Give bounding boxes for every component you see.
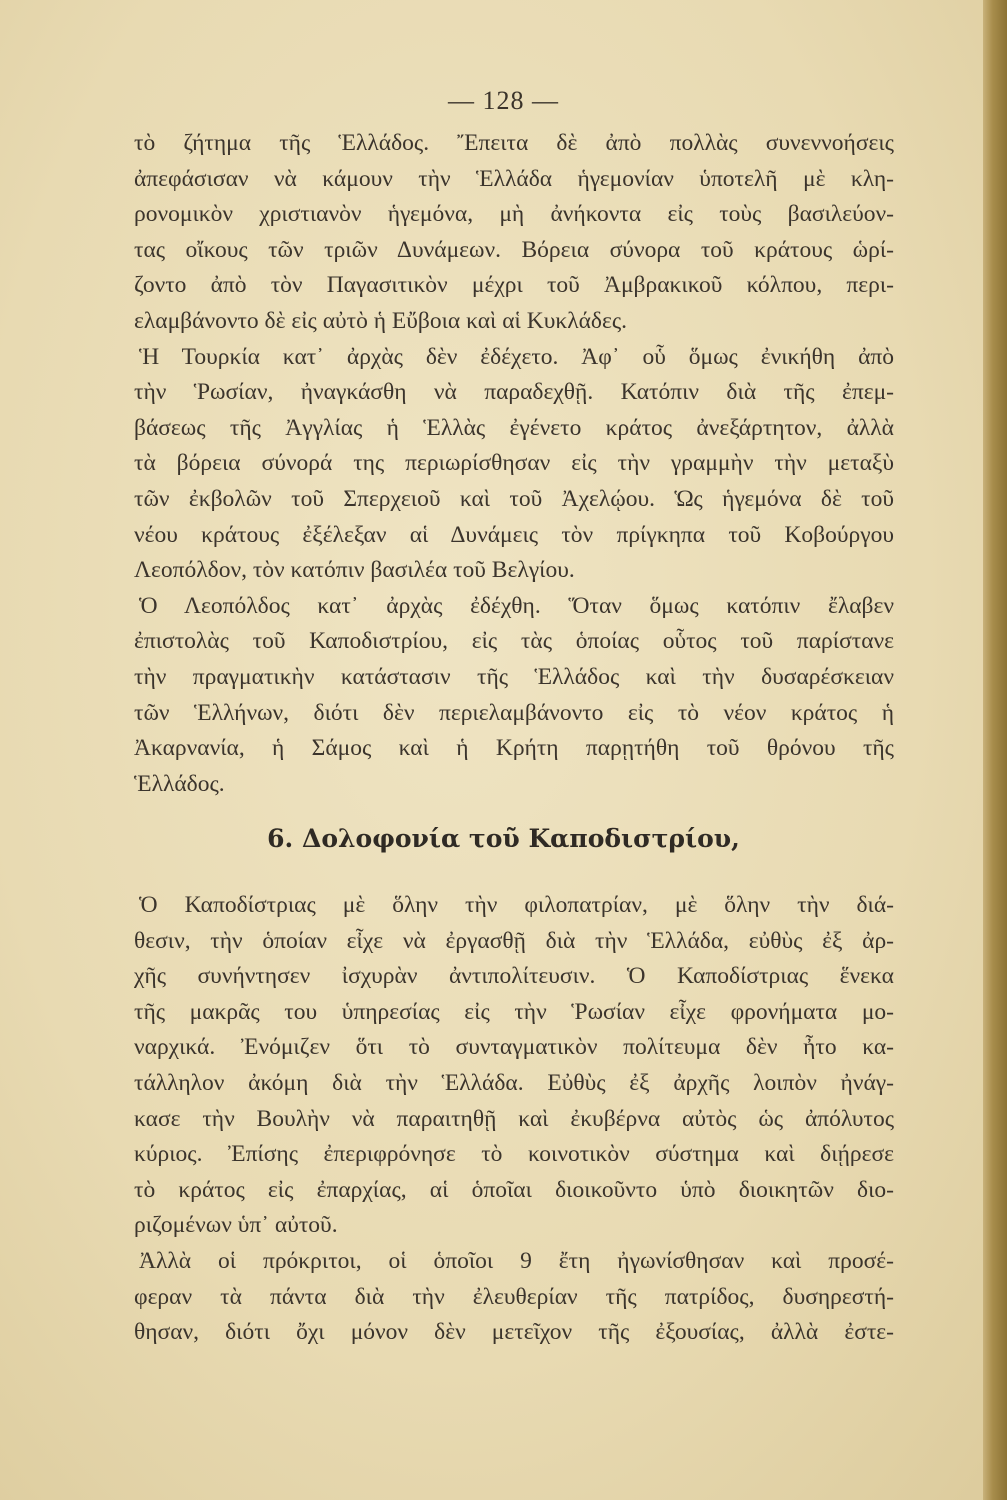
book-spine-edge: [983, 0, 1007, 1500]
text-line: ζοντο ἀπὸ τὸν Παγασιτικὸν μέχρι τοῦ Ἀμβρακικοῦ κόλπου, περι-: [134, 272, 894, 299]
page-number: — 128 —: [448, 86, 559, 115]
text-line: ρονομικὸν χριστιανὸν ἡγεμόνα, μὴ ἀνήκοντα εἰς τοὺς βασιλεύον-: [134, 201, 894, 228]
text-line: Ἀκαρνανία, ἡ Σάμος καὶ ἡ Κρήτη παρῃτήθη τοῦ θρόνου τῆς: [134, 735, 894, 762]
text-line: Ἀλλὰ οἱ πρόκριτοι, οἱ ὁποῖοι 9 ἔτη ἠγωνίσθησαν καὶ προσέ-: [139, 1247, 894, 1274]
text-line: τάλληλον ἀκόμη διὰ τὴν Ἑλλάδα. Εὐθὺς ἐξ ἀρχῆς λοιπὸν ἠνάγ-: [134, 1069, 894, 1096]
text-line: τὸ κράτος εἰς ἐπαρχίας, αἱ ὁποῖαι διοικοῦντο ὑπὸ διοικητῶν διο-: [134, 1176, 894, 1203]
text-line: τῆς μακρᾶς του ὑπηρεσίας εἰς τὴν Ῥωσίαν εἶχε φρονήματα μο-: [134, 998, 894, 1025]
text-line: κασε τὴν Βουλὴν νὰ παραιτηθῇ καὶ ἐκυβέρνα αὐτὸς ὡς ἀπόλυτος: [134, 1105, 894, 1132]
text-line: τας οἴκους τῶν τριῶν Δυνάμεων. Βόρεια σύνορα τοῦ κράτους ὡρί-: [134, 236, 894, 263]
text-line: Ἑλλάδος.: [134, 770, 225, 797]
text-line: τῶν ἐκβολῶν τοῦ Σπερχειοῦ καὶ τοῦ Ἀχελῴου. Ὡς ἡγεμόνα δὲ τοῦ: [134, 485, 894, 512]
text-line: θησαν, διότι ὄχι μόνον δὲν μετεῖχον τῆς ἐξουσίας, ἀλλὰ ἐστε-: [134, 1319, 894, 1346]
text-line: ριζομένων ὑπ᾿ αὐτοῦ.: [134, 1212, 338, 1239]
text-block-lower: [134, 888, 894, 1351]
text-line: βάσεως τῆς Ἀγγλίας ἡ Ἑλλὰς ἐγένετο κράτος ἀνεξάρτητον, ἀλλὰ: [134, 414, 894, 441]
text-line: τὰ βόρεια σύνορά της περιωρίσθησαν εἰς τὴν γραμμὴν τὴν μεταξὺ: [134, 450, 894, 477]
text-line: τὸ ζήτημα τῆς Ἑλλάδος. Ἔπειτα δὲ ἀπὸ πολλὰς συνεννοήσεις: [134, 130, 894, 156]
text-line: ἀπεφάσισαν νὰ κάμουν τὴν Ἑλλάδα ἡγεμονίαν ὑποτελῆ μὲ κλη-: [134, 165, 894, 192]
text-line: τὴν Ῥωσίαν, ἠναγκάσθη νὰ παραδεχθῇ. Κατόπιν διὰ τῆς ἐπεμ-: [134, 379, 894, 406]
text-line: νέου κράτους ἐξέλεξαν αἱ Δυνάμεις τὸν πρίγκηπα τοῦ Κοβούργου: [134, 521, 894, 548]
text-line: ἐπιστολὰς τοῦ Καποδιστρίου, εἰς τὰς ὁποίας οὗτος τοῦ παρίστανε: [134, 628, 894, 655]
text-line: Ἡ Τουρκία κατ᾿ ἀρχὰς δὲν ἐδέχετο. Ἀφ᾿ οὗ ὅμως ἐνικήθη ἀπὸ: [139, 343, 894, 370]
text-line: κύριος. Ἐπίσης ἐπεριφρόνησε τὸ κοινοτικὸν σύστημα καὶ διῄρεσε: [134, 1141, 894, 1168]
text-line: ναρχικά. Ἐνόμιζεν ὅτι τὸ συνταγματικὸν πολίτευμα δὲν ἦτο κα-: [134, 1034, 894, 1061]
text-line: τῶν Ἑλλήνων, διότι δὲν περιελαμβάνοντο εἰς τὸ νέον κράτος ἡ: [134, 699, 894, 726]
text-line: ελαμβάνοντο δὲ εἰς αὐτὸ ἡ Εὔβοια καὶ αἱ Κυκλάδες.: [134, 307, 628, 334]
text-line: θεσιν, τὴν ὁποίαν εἶχε νὰ ἐργασθῇ διὰ τὴν Ἑλλάδα, εὐθὺς ἐξ ἀρ-: [134, 927, 894, 954]
text-line: φεραν τὰ πάντα διὰ τὴν ἐλευθερίαν τῆς πατρίδος, δυσηρεστή-: [134, 1283, 894, 1310]
text-line: τὴν πραγματικὴν κατάστασιν τῆς Ἑλλάδος καὶ τὴν δυσαρέσκειαν: [134, 663, 894, 690]
text-line: Λεοπόλδον, τὸν κατόπιν βασιλέα τοῦ Βελγίου.: [134, 557, 575, 584]
text-line: χῆς συνήντησεν ἰσχυρὰν ἀντιπολίτευσιν. Ὁ Καποδίστριας ἕνεκα: [134, 963, 894, 990]
text-line: Ὁ Λεοπόλδος κατ᾿ ἀρχὰς ἐδέχθη. Ὅταν ὅμως κατόπιν ἔλαβεν: [139, 592, 894, 619]
section-heading: 6. Δολοφονία τοῦ Καποδιστρίου,: [267, 824, 740, 853]
text-line: Ὁ Καποδίστριας μὲ ὅλην τὴν φιλοπατρίαν, μὲ ὅλην τὴν διά-: [139, 892, 894, 918]
text-block-upper: [134, 126, 894, 802]
